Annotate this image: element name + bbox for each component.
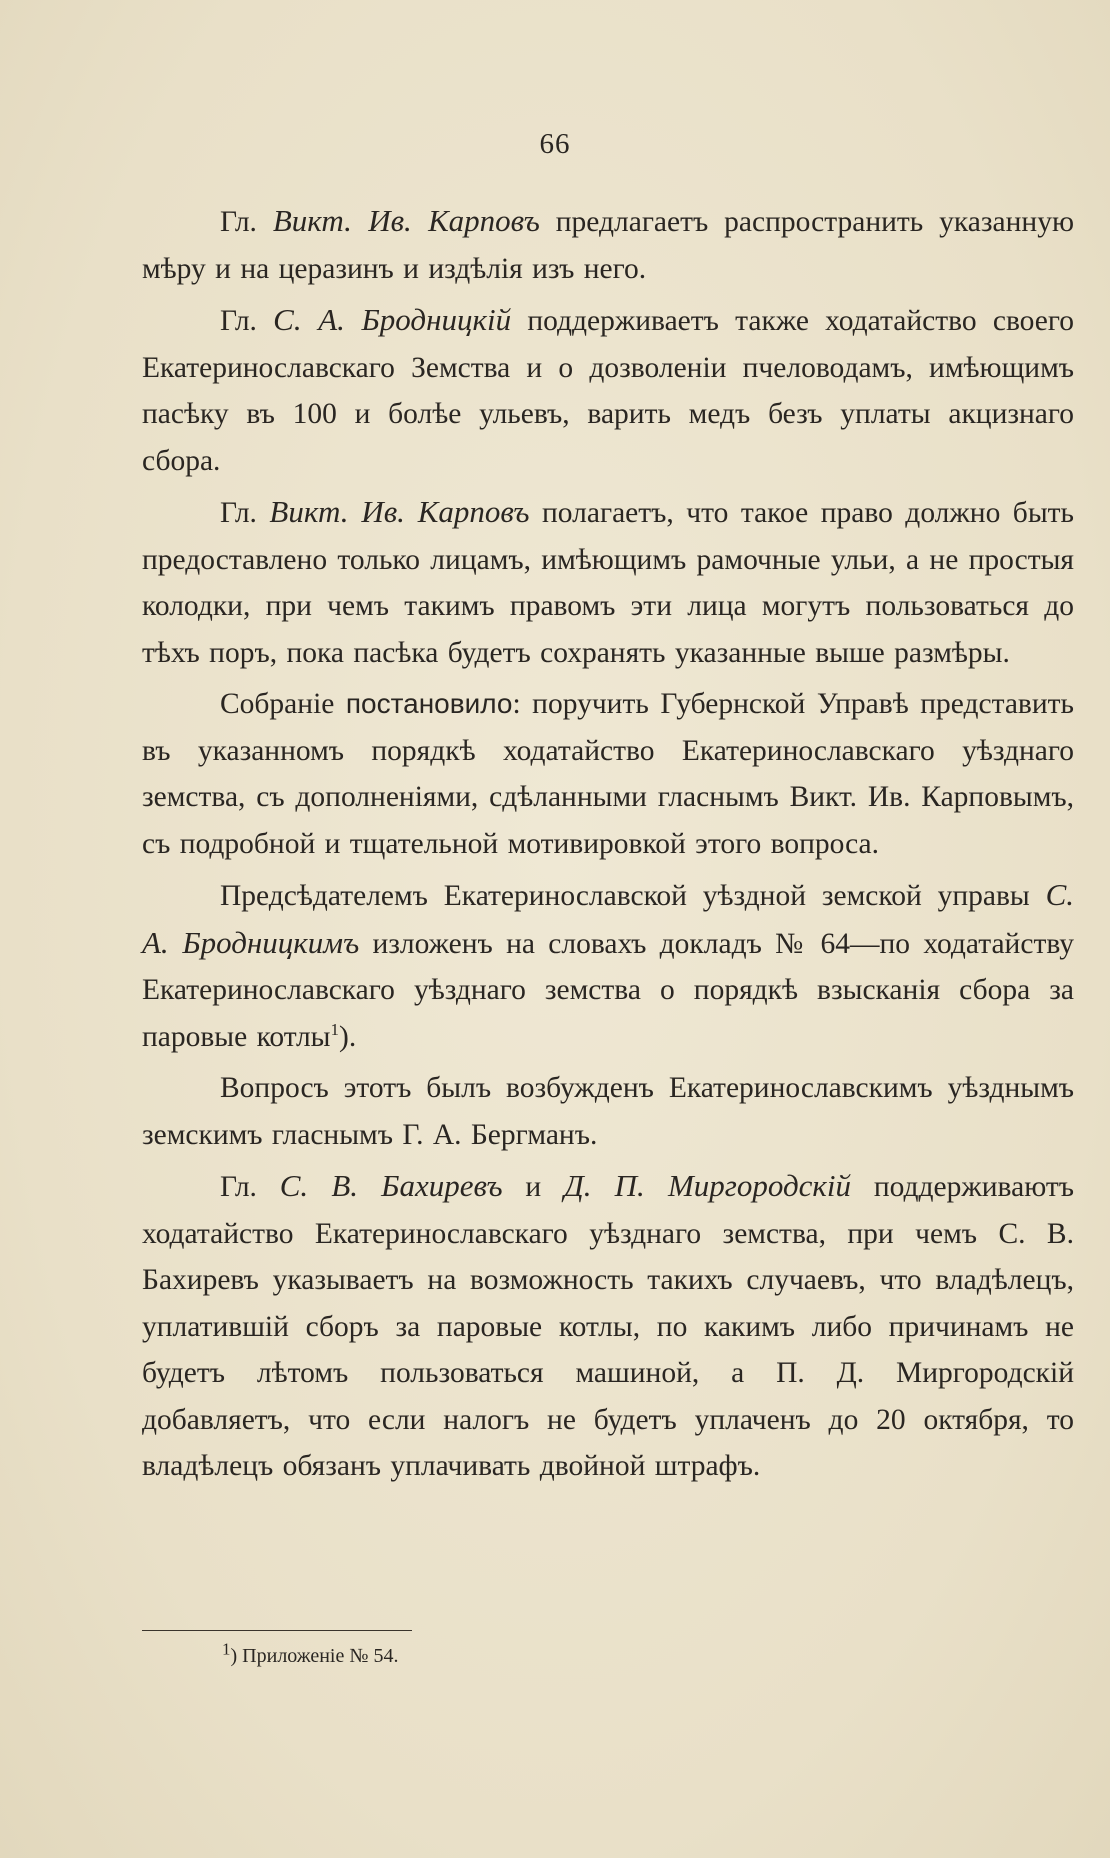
footnote-marker: 1 <box>222 1639 231 1659</box>
speaker-name: С. А. Бродницкимъ <box>142 877 1074 960</box>
paragraph-7 <box>142 1163 1074 1490</box>
paragraph-2 <box>142 297 1074 484</box>
text-run: предлагаетъ распространить указанную мѣру и на церазинъ и издѣлія изъ него. <box>142 206 1074 285</box>
text-run: Предсѣдателемъ Екатеринославской уѣздной земской управы <box>220 880 1046 912</box>
text-run: поддерживаютъ ходатайство Екатеринославскаго уѣзднаго земства, при чемъ С. В. Бахиревъ указываетъ на возможность такихъ случаевъ, что владѣлецъ, уплатившій сборъ за паровые котлы, по какимъ либо причинамъ не будетъ лѣтомъ пользоваться машиной, а П. Д. Миргородскій добавляетъ, что если налогъ не будетъ уплаченъ до 20 октября, то владѣлецъ обязанъ уплачивать двойной штрафъ. <box>142 1171 1074 1482</box>
paragraph-1 <box>142 198 1074 292</box>
footnote-divider <box>142 1630 412 1631</box>
speaker-name: Викт. Ив. Карповъ <box>272 203 540 238</box>
text-run: полагаетъ, что такое право должно быть предоставлено только лицамъ, имѣющимъ рамочные ульи, а не простыя колодки, при чемъ такимъ правомъ эти лица могутъ пользоваться до тѣхъ поръ, пока пасѣка будетъ сохранять указанные выше размѣры. <box>142 497 1074 669</box>
paragraph-3 <box>142 489 1074 676</box>
text-run: Собраніе <box>220 688 346 720</box>
paragraph-4 <box>142 681 1074 867</box>
speaker-name: Викт. Ив. Карповъ <box>269 494 530 529</box>
body-text <box>142 198 1074 1495</box>
text-run: Гл. <box>220 305 274 337</box>
footnote <box>222 1639 399 1670</box>
text-run: изложенъ на словахъ докладъ № 64—по ходатайству Екатеринославскаго уѣзднаго земства о порядкѣ взысканія сбора за паровые котлы <box>142 927 1075 1053</box>
speaker-name: Д. П. Миргородскій <box>564 1168 852 1203</box>
text-run: и <box>502 1171 565 1203</box>
speaker-name: С. В. Бахиревъ <box>279 1168 503 1203</box>
text-run: Гл. <box>220 1171 280 1203</box>
text-run: : поручить Губернской Управѣ представить въ указанномъ порядкѣ ходатайство Екатеринославскаго уѣзднаго земства, съ дополненіями, сдѣланными гласнымъ Викт. Ив. Карповымъ, съ подробной и тщательной мотивировкой этого вопроса. <box>142 688 1074 860</box>
text-run: Гл. <box>220 206 273 238</box>
footnote-ref: 1 <box>330 1019 339 1039</box>
speaker-name: С. А. Бродницкій <box>273 302 512 337</box>
text-run: Гл. <box>220 497 270 529</box>
paragraph-5 <box>142 872 1074 1060</box>
text-run: поддерживаетъ также ходатайство своего Екатеринославскаго Земства и о дозволеніи пчеловодамъ, имѣющимъ пасѣку въ 100 и болѣе ульевъ, варить медъ безъ уплаты акцизнаго сбора. <box>142 305 1074 477</box>
text-run: ). <box>339 1020 357 1053</box>
footnote-text: Приложеніе № 54. <box>237 1645 399 1667</box>
resolution-word: постановило <box>345 688 513 719</box>
footnote-marker-close: ) <box>230 1645 238 1667</box>
page-number: 66 <box>539 128 571 160</box>
text-run: Вопросъ этотъ былъ возбужденъ Екатеринославскимъ уѣзднымъ земскимъ гласнымъ Г. А. Бергманъ. <box>142 1072 1074 1151</box>
paragraph-6 <box>142 1065 1074 1158</box>
